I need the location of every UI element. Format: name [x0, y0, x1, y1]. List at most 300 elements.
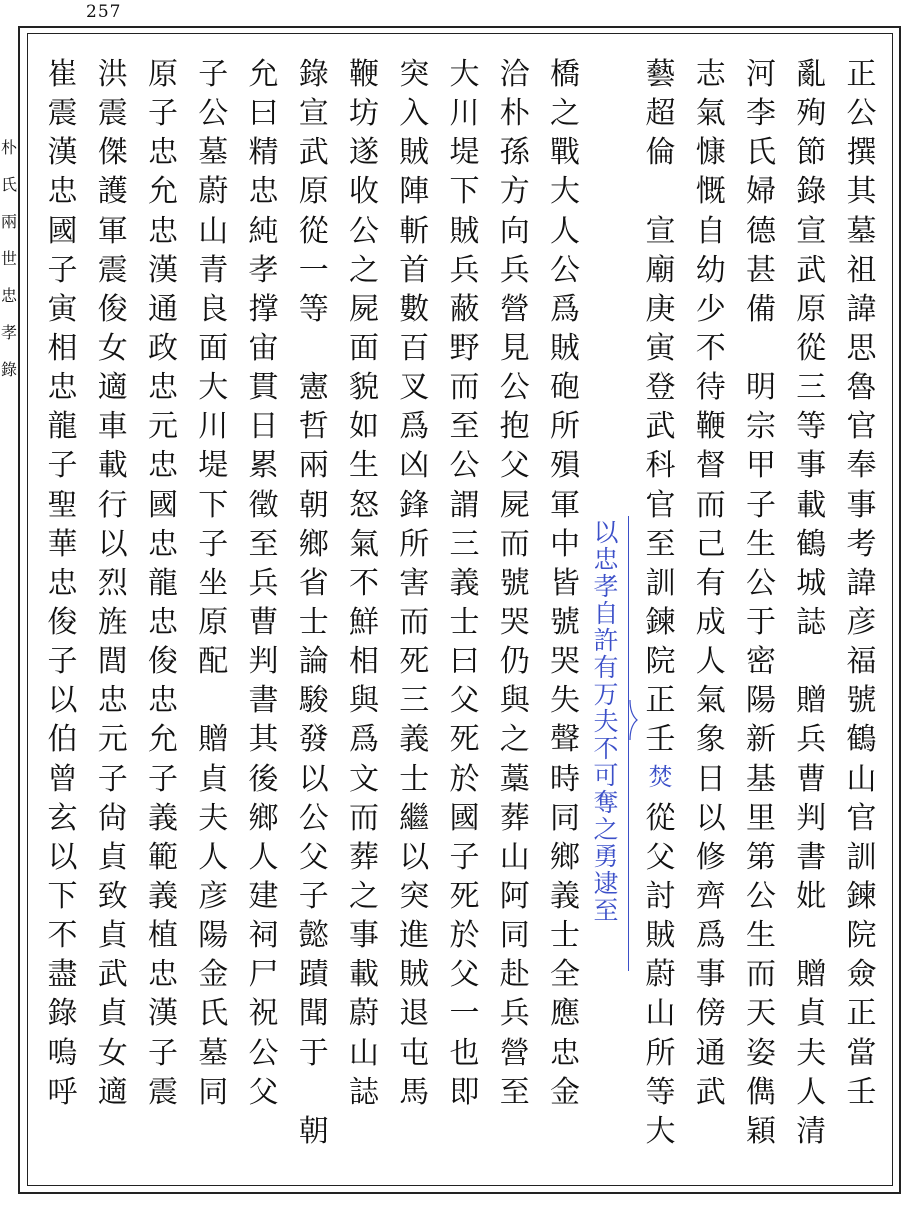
text-char: 中 [550, 526, 580, 562]
text-char: 尙 [97, 800, 128, 836]
text-char: 人 [198, 839, 229, 875]
text-char: 公 [746, 565, 776, 601]
text-char: 訓 [645, 565, 676, 601]
text-char: 正 [645, 683, 676, 719]
text-char: 屯 [399, 1035, 430, 1071]
text-column [191, 57, 236, 1150]
text-char: 彦 [846, 604, 877, 640]
text-column [241, 57, 286, 1150]
text-char: 憲 [298, 370, 329, 406]
text-char: 不 [349, 565, 379, 601]
text-char: 鄉 [298, 526, 329, 562]
text-char: 討 [645, 878, 676, 914]
side-title-char: 兩 [0, 212, 17, 231]
text-char: 堤 [449, 135, 480, 171]
text-char: 事 [695, 957, 726, 993]
text-char: 三 [399, 683, 430, 719]
text-char: 修 [695, 839, 726, 875]
text-char: 朴 [499, 96, 530, 132]
text-char: 所 [645, 1035, 676, 1071]
text-char: 志 [695, 57, 726, 92]
text-char: 洪 [97, 57, 128, 92]
text-char: 元 [148, 409, 178, 445]
text-char: 忠 [550, 1035, 580, 1071]
text-char: 賊 [399, 957, 430, 993]
text-char: 原 [796, 291, 827, 327]
text-char: 于 [298, 1035, 329, 1071]
text-char: 軍 [97, 213, 128, 249]
text-char: 妣 [796, 878, 827, 914]
text-char: 廟 [645, 252, 676, 288]
text-char: 女 [97, 330, 128, 366]
text-char: 阿 [499, 878, 530, 914]
text-char: 原 [148, 57, 178, 92]
text-char: 有 [695, 565, 726, 601]
text-char: 鄉 [550, 839, 580, 875]
text-char: 新 [746, 722, 776, 758]
text-char: 鄉 [248, 800, 279, 836]
text-char: 進 [399, 918, 430, 954]
text-column [492, 57, 537, 1150]
text-char: 屍 [349, 291, 379, 327]
text-char: 配 [198, 644, 229, 680]
side-title [0, 140, 18, 399]
text-char: 至 [248, 526, 279, 562]
text-column [342, 57, 387, 1150]
text-char: 當 [846, 1035, 877, 1071]
text-char: 震 [97, 96, 128, 132]
text-char: 不 [695, 330, 726, 366]
text-char: 錄 [796, 174, 827, 210]
text-char: 正 [846, 57, 877, 92]
text-char: 大 [198, 370, 229, 406]
text-char: 倫 [645, 135, 676, 171]
text-char: 朝 [298, 487, 329, 523]
text-char: 爲 [399, 409, 430, 445]
text-char: 公 [198, 96, 229, 132]
text-char: 忠 [47, 370, 78, 406]
text-char: 夫 [796, 1035, 827, 1071]
text-char: 面 [198, 330, 229, 366]
text-char: 己 [695, 526, 726, 562]
text-char: 從 [645, 800, 676, 836]
text-char: 院 [846, 918, 877, 954]
text-char: 清 [796, 1113, 827, 1149]
text-char: 基 [746, 761, 776, 797]
text-char: 鋒 [399, 487, 430, 523]
text-char: 葬 [499, 800, 530, 836]
handwritten-annotation [588, 520, 624, 925]
text-char: 全 [550, 957, 580, 993]
text-char: 也 [449, 1035, 480, 1071]
text-char: 子 [746, 487, 776, 523]
text-char: 所 [550, 409, 580, 445]
text-column [688, 57, 733, 1150]
text-char: 義 [148, 878, 178, 914]
text-char: 子 [449, 839, 480, 875]
text-char: 之 [349, 878, 379, 914]
text-char: 貞 [198, 761, 229, 797]
text-char: 入 [399, 96, 430, 132]
text-char: 於 [449, 918, 480, 954]
annotation-rule [628, 516, 629, 971]
text-char: 不 [47, 918, 78, 954]
text-char: 軍 [550, 487, 580, 523]
text-char: 後 [248, 761, 279, 797]
side-title-char: 錄 [0, 360, 17, 379]
text-char: 其 [846, 174, 877, 210]
text-char: 子 [148, 761, 178, 797]
text-char: 而 [746, 957, 776, 993]
text-char: 於 [449, 761, 480, 797]
text-char: 甚 [746, 252, 776, 288]
text-char: 貌 [349, 370, 379, 406]
text-char: 姿 [746, 1035, 776, 1071]
text-char: 子 [47, 448, 78, 484]
text-char: 數 [399, 291, 430, 327]
text-char: 而 [499, 526, 530, 562]
text-char: 第 [746, 839, 776, 875]
text-char: 蔽 [449, 291, 480, 327]
text-char: 抱 [499, 409, 530, 445]
text-char: 父 [499, 448, 530, 484]
text-char: 武 [298, 135, 329, 171]
text-char: 墓 [198, 1035, 229, 1071]
text-char: 野 [449, 330, 480, 366]
text-char: 烈 [97, 565, 128, 601]
annotation-char: 之 [593, 815, 619, 844]
side-title-char: 忠 [0, 286, 17, 305]
text-char: 祠 [248, 918, 279, 954]
text-char: 坐 [198, 565, 229, 601]
text-char: 從 [298, 213, 329, 249]
text-char: 忠 [148, 213, 178, 249]
text-char: 忠 [148, 683, 178, 719]
text-char: 子 [97, 761, 128, 797]
annotation-char: 可 [593, 761, 619, 790]
text-char: 院 [645, 644, 676, 680]
text-char: 赴 [499, 957, 530, 993]
text-char: 忠 [148, 370, 178, 406]
text-char: 號 [550, 604, 580, 640]
text-char: 賊 [449, 213, 480, 249]
text-char: 山 [349, 1035, 379, 1071]
text-char: 穎 [746, 1113, 776, 1149]
text-char: 斬 [399, 213, 430, 249]
text-char: 載 [97, 448, 128, 484]
text-char: 焚 [648, 762, 673, 791]
text-char: 蔚 [349, 996, 379, 1032]
text-char: 彦 [198, 878, 229, 914]
text-char: 忠 [47, 174, 78, 210]
text-char: 害 [399, 565, 430, 601]
text-char: 祝 [248, 996, 279, 1032]
text-char: 諱 [846, 291, 877, 327]
text-char: 叉 [399, 370, 430, 406]
text-char: 官 [846, 409, 877, 445]
text-char: 傑 [97, 135, 128, 171]
side-title-char: 孝 [0, 323, 17, 342]
text-char: 曰 [449, 644, 480, 680]
text-char: 藁 [499, 761, 530, 797]
text-char: 贈 [198, 722, 229, 758]
text-char: 駿 [298, 683, 329, 719]
text-char: 公 [349, 213, 379, 249]
text-char: 公 [550, 252, 580, 288]
text-char: 原 [198, 604, 229, 640]
text-char: 士 [298, 604, 329, 640]
text-char: 鶴 [796, 526, 827, 562]
text-column [739, 57, 784, 1150]
text-char: 川 [198, 409, 229, 445]
text-char: 子 [47, 252, 78, 288]
text-char: 事 [796, 448, 827, 484]
text-char: 兵 [499, 252, 530, 288]
text-char: 貞 [97, 996, 128, 1032]
text-char: 書 [796, 839, 827, 875]
text-char: 判 [796, 800, 827, 836]
text-char: 聖 [47, 487, 78, 523]
page-number: 257 [86, 2, 122, 22]
text-char: 齊 [695, 878, 726, 914]
text-char: 氣 [695, 96, 726, 132]
text-char: 公 [298, 800, 329, 836]
text-char: 忠 [97, 683, 128, 719]
text-char: 李 [746, 96, 776, 132]
text-char: 所 [399, 526, 430, 562]
text-char: 盡 [47, 957, 78, 993]
text-char: 曹 [796, 761, 827, 797]
text-char: 錄 [298, 57, 329, 92]
text-char: 相 [349, 644, 379, 680]
text-char: 賊 [399, 135, 430, 171]
text-char: 面 [349, 330, 379, 366]
text-char: 下 [449, 174, 480, 210]
text-char: 國 [449, 800, 480, 836]
text-char: 子 [47, 644, 78, 680]
text-char: 義 [148, 800, 178, 836]
text-char: 幼 [695, 252, 726, 288]
text-char: 貞 [97, 918, 128, 954]
annotation-brace-icon [629, 700, 639, 740]
text-char: 寅 [47, 291, 78, 327]
text-char: 兩 [298, 448, 329, 484]
text-char: 堤 [198, 448, 229, 484]
text-char: 武 [645, 409, 676, 445]
text-char: 之 [349, 252, 379, 288]
text-char: 兵 [449, 252, 480, 288]
text-char: 而 [449, 370, 480, 406]
annotation-char: 有 [593, 653, 619, 682]
text-char: 即 [449, 1074, 480, 1110]
text-char: 大 [449, 57, 480, 92]
text-char: 儁 [746, 1074, 776, 1110]
text-char: 忠 [148, 526, 178, 562]
text-char: 聲 [550, 722, 580, 758]
text-char: 玄 [47, 800, 78, 836]
text-char: 金 [550, 1074, 580, 1110]
text-char: 閭 [97, 644, 128, 680]
text-char: 遂 [349, 135, 379, 171]
text-char: 貫 [248, 370, 279, 406]
text-char: 孫 [499, 135, 530, 171]
text-char: 以 [695, 800, 726, 836]
text-char: 武 [695, 1074, 726, 1110]
text-char: 行 [97, 487, 128, 523]
text-char: 墓 [198, 135, 229, 171]
text-char: 仍 [499, 644, 530, 680]
text-char: 戰 [550, 135, 580, 171]
text-char: 孝 [248, 252, 279, 288]
text-char: 車 [97, 409, 128, 445]
text-char: 撰 [846, 135, 877, 171]
text-char: 時 [550, 761, 580, 797]
text-char: 龍 [47, 409, 78, 445]
text-char: 蔚 [198, 174, 229, 210]
text-column [90, 57, 135, 1150]
text-char: 忠 [148, 135, 178, 171]
text-char: 見 [499, 330, 530, 366]
text-char: 死 [449, 722, 480, 758]
text-char: 死 [399, 644, 430, 680]
text-char: 子 [198, 57, 229, 92]
text-char: 父 [645, 839, 676, 875]
text-char: 慨 [695, 174, 726, 210]
text-char: 宙 [248, 330, 279, 366]
text-char: 如 [349, 409, 379, 445]
text-char: 父 [298, 839, 329, 875]
text-char: 至 [645, 526, 676, 562]
text-char: 洽 [499, 57, 530, 92]
text-char: 陽 [746, 683, 776, 719]
text-char: 鞭 [349, 57, 379, 92]
text-char: 里 [746, 800, 776, 836]
text-char: 贈 [796, 683, 827, 719]
text-char: 督 [695, 448, 726, 484]
text-char: 忠 [248, 174, 279, 210]
text-char: 同 [499, 918, 530, 954]
text-char: 漢 [47, 135, 78, 171]
text-char: 允 [148, 722, 178, 758]
text-char: 以 [97, 526, 128, 562]
text-char: 城 [796, 565, 827, 601]
text-char: 下 [198, 487, 229, 523]
text-char: 呼 [47, 1074, 78, 1110]
text-char: 以 [47, 683, 78, 719]
text-char: 兵 [796, 722, 827, 758]
text-char: 祖 [846, 252, 877, 288]
text-char: 俊 [148, 644, 178, 680]
text-char: 壬 [846, 1074, 877, 1110]
text-char: 向 [499, 213, 530, 249]
text-char: 葬 [349, 839, 379, 875]
text-char: 哭 [550, 644, 580, 680]
text-char: 賊 [550, 330, 580, 366]
text-char: 爲 [349, 722, 379, 758]
text-char: 植 [148, 918, 178, 954]
text-char: 同 [198, 1074, 229, 1110]
text-char: 一 [298, 252, 329, 288]
text-char: 貞 [97, 839, 128, 875]
text-char: 青 [198, 252, 229, 288]
text-char: 自 [695, 213, 726, 249]
text-char: 誌 [349, 1074, 379, 1110]
text-char: 德 [746, 213, 776, 249]
text-char: 殉 [796, 96, 827, 132]
text-char: 忠 [47, 565, 78, 601]
annotation-char: 万 [593, 680, 619, 709]
text-char: 公 [248, 1035, 279, 1071]
text-column [40, 57, 85, 1150]
text-char: 俊 [47, 604, 78, 640]
text-char: 原 [298, 174, 329, 210]
text-char: 宣 [796, 213, 827, 249]
text-char: 一 [449, 996, 480, 1032]
text-char: 載 [349, 957, 379, 993]
annotation-char: 以 [593, 518, 619, 547]
text-char: 公 [499, 370, 530, 406]
text-char: 俊 [97, 291, 128, 327]
text-char: 蔚 [645, 957, 676, 993]
text-char: 三 [796, 370, 827, 406]
text-char: 營 [499, 291, 530, 327]
text-char: 漢 [148, 252, 178, 288]
text-char: 懿 [298, 918, 329, 954]
text-char: 號 [499, 565, 530, 601]
text-char: 至 [499, 1074, 530, 1110]
text-char: 父 [449, 957, 480, 993]
text-char: 父 [449, 683, 480, 719]
text-char: 忠 [148, 957, 178, 993]
text-char: 慷 [695, 135, 726, 171]
text-char: 日 [248, 409, 279, 445]
text-char: 鍊 [645, 604, 676, 640]
text-char: 大 [645, 1113, 676, 1149]
text-char: 爲 [550, 291, 580, 327]
text-char: 其 [248, 722, 279, 758]
text-char: 僉 [846, 957, 877, 993]
text-char: 良 [198, 291, 229, 327]
text-char: 宣 [298, 96, 329, 132]
text-char: 百 [399, 330, 430, 366]
text-char: 殞 [550, 448, 580, 484]
text-char: 氏 [198, 996, 229, 1032]
text-char: 突 [399, 878, 430, 914]
text-char: 相 [47, 330, 78, 366]
text-char: 等 [645, 1074, 676, 1110]
text-char: 考 [846, 526, 877, 562]
text-char: 等 [298, 291, 329, 327]
text-char: 凶 [399, 448, 430, 484]
text-char: 士 [399, 761, 430, 797]
text-char: 訓 [846, 839, 877, 875]
text-char: 退 [399, 996, 430, 1032]
text-char: 子 [198, 526, 229, 562]
text-char: 亂 [796, 57, 827, 92]
text-char: 奉 [846, 448, 877, 484]
side-title-char: 氏 [0, 175, 17, 194]
text-char: 貞 [796, 996, 827, 1032]
text-char: 而 [349, 800, 379, 836]
text-char: 政 [148, 330, 178, 366]
text-char: 公 [846, 96, 877, 132]
text-char: 夫 [198, 800, 229, 836]
text-char: 宗 [746, 409, 776, 445]
text-char: 論 [298, 644, 329, 680]
text-char: 以 [47, 839, 78, 875]
text-char: 大 [550, 174, 580, 210]
text-char: 營 [499, 1035, 530, 1071]
